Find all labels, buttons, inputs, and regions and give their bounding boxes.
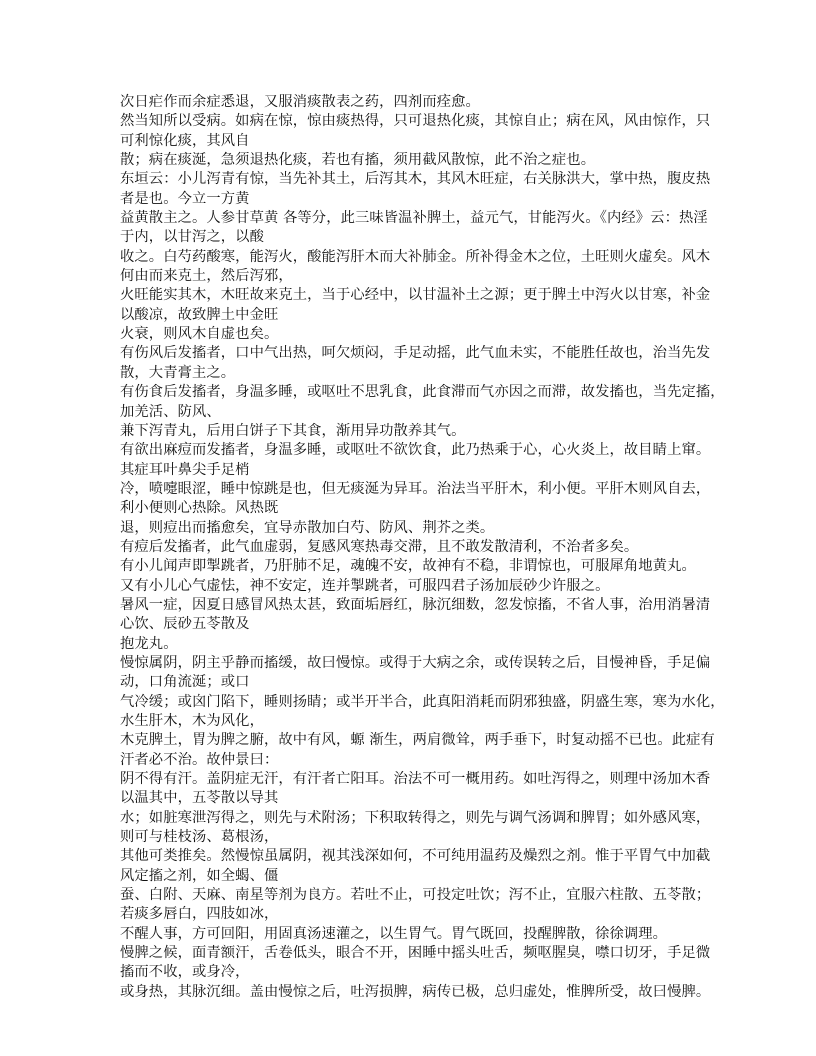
text-line: 益黄散主之。人参甘草黄 各等分，此三味皆温补脾土，益元气，甘能泻火。《内经》云：热淫 [120,210,708,227]
text-line: 火衰，则风木自虚也矣。 [120,326,279,343]
text-line: 有伤食后发搐者，身温多睡，或呕吐不思乳食，此食滞而气亦因之而滞，故发搐也，当先定搐， [120,384,725,401]
text-line: 以温其中，五苓散以导其 [120,790,279,807]
text-line: 其症耳叶鼻尖手足梢 [120,461,250,478]
text-line: 不醒人事，方可回阳，用固真汤速灌之，以生胃气。胃气既回，投醒脾散，徐徐调理。 [120,925,668,942]
text-line: 心饮、辰砂五苓散及 [120,616,250,633]
text-line: 于内，以甘泻之，以酸 [120,229,264,246]
text-line: 则可与桂枝汤、葛根汤， [120,829,279,846]
text-line: 水生肝木，木为风化， [120,713,264,729]
text-line: 气冷缓；或囟门陷下，睡则扬睛；或半开半合，此真阳消耗而阴邪独盛，阴盛生寒，寒为水化， [120,693,725,710]
text-line: 风定搐之剂，如全蝎、僵 [120,867,279,884]
text-line: 者是也。今立一方黄 [120,190,250,207]
text-line: 有小儿闻声即掣跳者，乃肝肺不足，魂魄不安，故神有不稳，非谓惊也，可服犀角地黄丸。 [120,558,696,575]
text-line: 若痰多唇白，四肢如冰， [120,906,279,923]
text-line: 可利惊化痰，其风自 [120,132,250,149]
text-line: 散；病在痰涎，急须退热化痰，若也有搐，须用截风散惊，此不治之症也。 [120,152,596,169]
text-line: 东垣云：小儿泻青有惊，当先补其土，后泻其木，其风木旺症，右关脉洪大，掌中热，腹皮热 [120,171,711,188]
text-line: 又有小儿心气虚怯，神不安定，连并掣跳者，可服四君子汤加辰砂少许服之。 [120,577,610,594]
text-line: 汗者必不治。故仲景曰： [120,751,279,768]
text-line: 利小便则心热除。风热既 [120,500,279,517]
text-line: 水；如脏寒泄泻得之，则先与术附汤；下积取转得之，则先与调气汤调和脾胃；如外感风寒， [120,809,711,826]
text-line: 抱龙丸。 [120,635,178,652]
text-line: 动，口角流涎；或口 [120,674,250,691]
text-line: 何由而来克土，然后泻邪， [120,268,293,285]
text-line: 有欲出麻痘而发搐者，身温多睡，或呕吐不欲饮食，此乃热乘于心，心火炎上，故目睛上窜。 [120,442,711,459]
text-line: 慢惊属阴，阴主乎静而搐缓，故曰慢惊。或得于大病之余，或传误转之后，目慢神昏，手足偏 [120,654,711,671]
text-line: 次日疟作而余症悉退，又服消痰散表之药，四剂而痊愈。 [120,94,480,110]
text-line: 兼下泻青丸，后用白饼子下其食，渐用异功散养其气。 [120,422,466,439]
text-line: 或身热，其脉沉细。盖由慢惊之后，吐泻损脾，病传已极，总归虚处，惟脾所受，故曰慢脾。 [120,983,711,1000]
text-line: 搐而不收，或身冷， [120,964,250,981]
text-line: 有痘后发搐者，此气血虚弱，复感风寒热毒交滞，且不敢发散清利，不治者多矣。 [120,538,639,555]
text-line: 加羌活、防风、 [120,403,221,420]
text-line: 冷，喷嚏眼涩，睡中惊跳是也，但无痰涎为异耳。治法当平肝木，利小便。平肝木则风自去， [120,480,711,497]
text-line: 木克脾土，胃为脾之腑，故中有风，螈 渐生，两肩微耸，两手垂下，时复动摇不已也。此症有 [120,732,715,749]
text-line: 有伤风后发搐者，口中气出热，呵欠烦闷，手足动摇，此气血未实，不能胜任故也，治当先发 [120,345,711,362]
text-line: 蚕、白附、天麻、南星等剂为良方。若吐不止，可投定吐饮；泻不止，宜服六柱散、五苓散； [120,887,711,904]
text-line: 收之。白芍药酸寒，能泻火，酸能泻肝木而大补肺金。所补得金木之位，土旺则火虚矣。风木 [120,248,711,265]
text-line: 以酸凉，故致脾土中金旺 [120,306,279,323]
text-line: 然当知所以受病。如病在惊，惊由痰热得，只可退热化痰，其惊自止；病在风，风由惊作，只 [120,113,711,130]
text-line: 阴不得有汗。盖阴症无汗，有汗者亡阳耳。治法不可一概用药。如吐泻得之，则理中汤加木香 [120,771,711,788]
text-line: 慢脾之候，面青额汗，舌卷低头，眼合不开，困睡中摇头吐舌，频呕腥臭，噤口切牙，手足微 [120,945,711,962]
text-line: 暑风一症，因夏日感冒风热太甚，致面垢唇红，脉沉细数，忽发惊搐，不省人事，治用消暑清 [120,596,711,613]
text-line: 退，则痘出而搐愈矣，宜导赤散加白芍、防风、荆芥之类。 [120,519,495,536]
text-line: 火旺能实其木，木旺故来克土，当于心经中，以甘温补土之源；更于脾土中泻火以甘寒，补金 [120,287,711,304]
text-line: 其他可类推矣。然慢惊虽属阴，视其浅深如何，不可纯用温药及燥烈之剂。惟于平胃气中加截 [120,848,711,865]
document-body [120,93,725,1002]
text-line: 散，大青膏主之。 [120,364,236,381]
